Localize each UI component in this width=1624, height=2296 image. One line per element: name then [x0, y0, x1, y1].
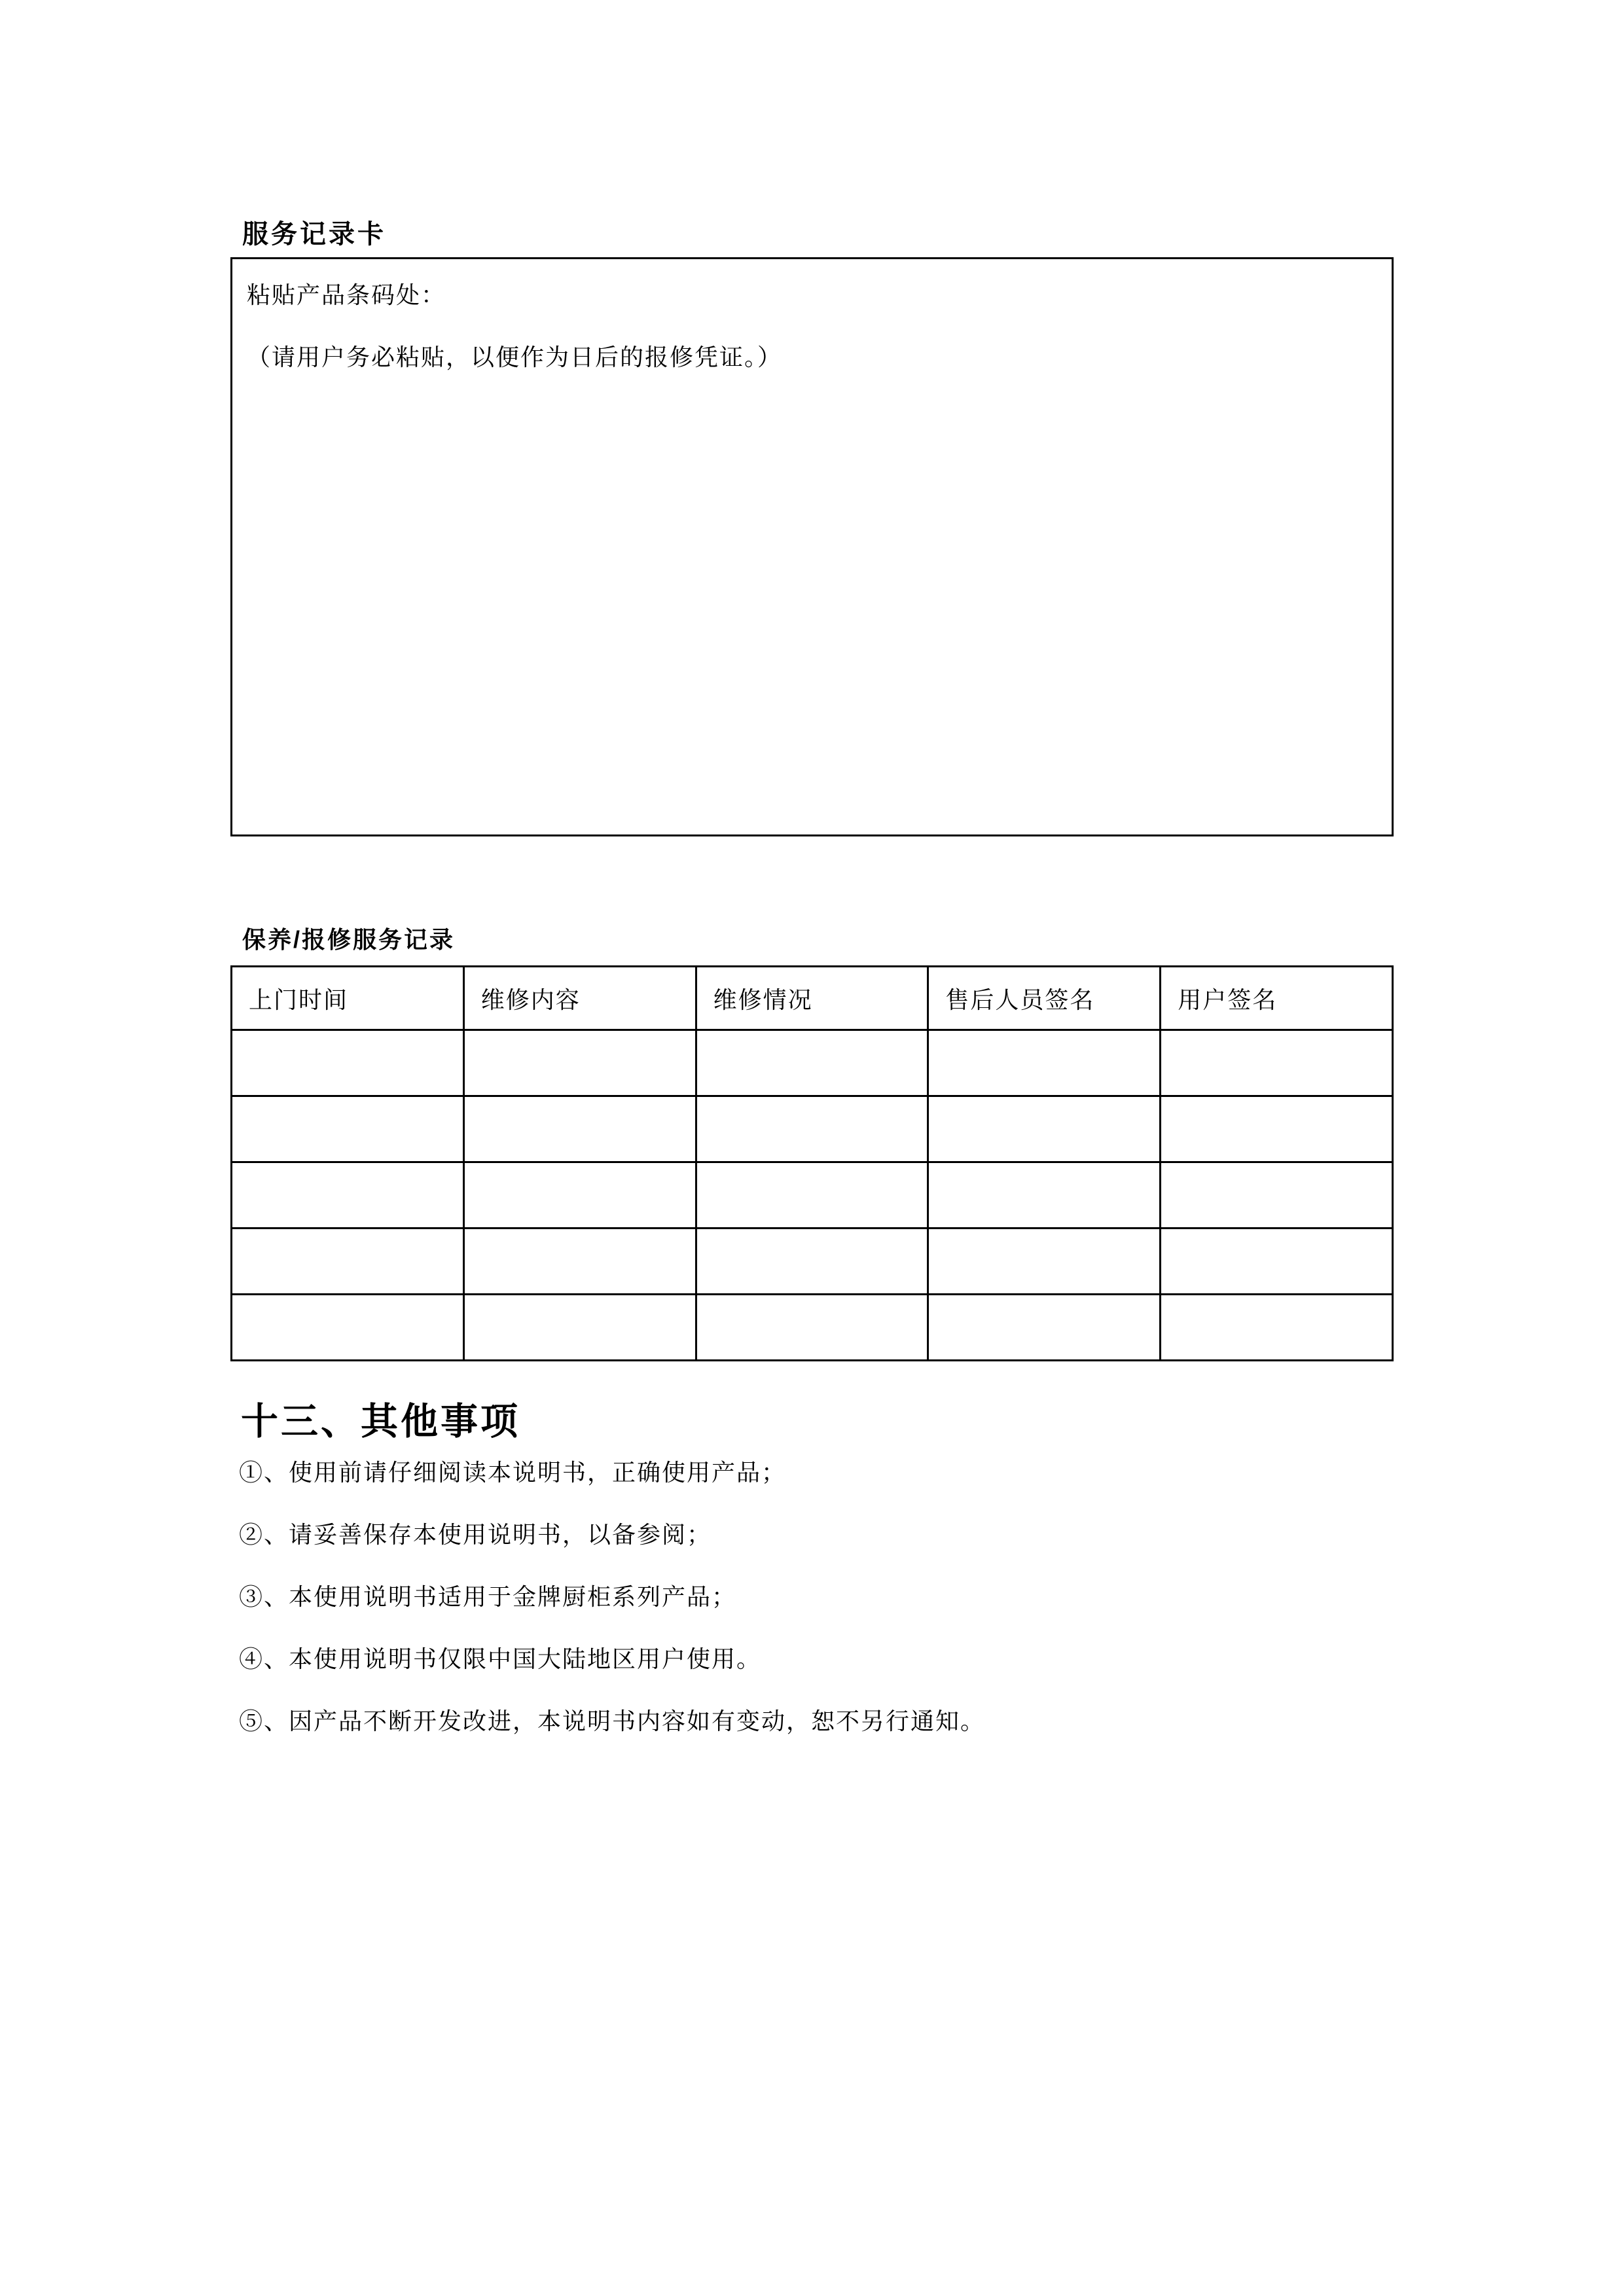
service-log-table: [230, 965, 1394, 1361]
list-item-2: ②、请妥善保存本使用说明书，以备参阅；: [239, 1521, 712, 1548]
table-row: [232, 1295, 1393, 1361]
column-header-repair-content: 维修内容: [463, 967, 696, 1030]
column-header-visit-time: 上门时间: [232, 967, 464, 1030]
table-cell: [696, 1229, 928, 1295]
table-cell: [696, 1096, 928, 1162]
column-header-user-signature: 用户签名: [1161, 967, 1393, 1030]
table-cell: [696, 1030, 928, 1096]
list-item-3: ③、本使用说明书适用于金牌厨柜系列产品；: [239, 1583, 737, 1610]
table-cell: [928, 1162, 1161, 1229]
barcode-box-label: 粘贴产品条码处：: [247, 281, 446, 308]
list-item-4: ④、本使用说明书仅限中国大陆地区用户使用。: [239, 1645, 762, 1672]
table-cell: [928, 1096, 1161, 1162]
barcode-paste-box: [230, 257, 1394, 836]
service-record-card-title: 服务记录卡: [242, 220, 386, 249]
table-cell: [928, 1295, 1161, 1361]
service-log-title: 保养/报修服务记录: [242, 926, 456, 953]
table-cell: [1161, 1229, 1393, 1295]
table-cell: [1161, 1030, 1393, 1096]
table-cell: [463, 1229, 696, 1295]
table-row: [232, 1096, 1393, 1162]
table-cell: [696, 1295, 928, 1361]
table-cell: [232, 1295, 464, 1361]
table-cell: [696, 1162, 928, 1229]
table-cell: [928, 1229, 1161, 1295]
table-cell: [463, 1295, 696, 1361]
other-matters-heading: 十三、其他事项: [241, 1401, 520, 1443]
table-cell: [1161, 1162, 1393, 1229]
table-cell: [1161, 1295, 1393, 1361]
barcode-box-note: （请用户务必粘贴，以便作为日后的报修凭证。）: [247, 344, 783, 370]
other-matters-list: [239, 1460, 1417, 1770]
list-item-5: ⑤、因产品不断开发改进，本说明书内容如有变动，恕不另行通知。: [239, 1708, 986, 1734]
list-item-1: ①、使用前请仔细阅读本说明书，正确使用产品；: [239, 1459, 787, 1486]
table-row: [232, 1030, 1393, 1096]
table-cell: [463, 1162, 696, 1229]
column-header-aftersales-signature: 售后人员签名: [928, 967, 1161, 1030]
table-row: [232, 1229, 1393, 1295]
column-header-repair-status: 维修情况: [696, 967, 928, 1030]
table-cell: [232, 1030, 464, 1096]
table-cell: [232, 1162, 464, 1229]
table-cell: [463, 1096, 696, 1162]
table-cell: [1161, 1096, 1393, 1162]
table-cell: [928, 1030, 1161, 1096]
table-cell: [463, 1030, 696, 1096]
table-cell: [232, 1229, 464, 1295]
table-header-row: [232, 967, 1393, 1030]
table-cell: [232, 1096, 464, 1162]
service-log-table-body: [232, 1030, 1393, 1361]
table-row: [232, 1162, 1393, 1229]
